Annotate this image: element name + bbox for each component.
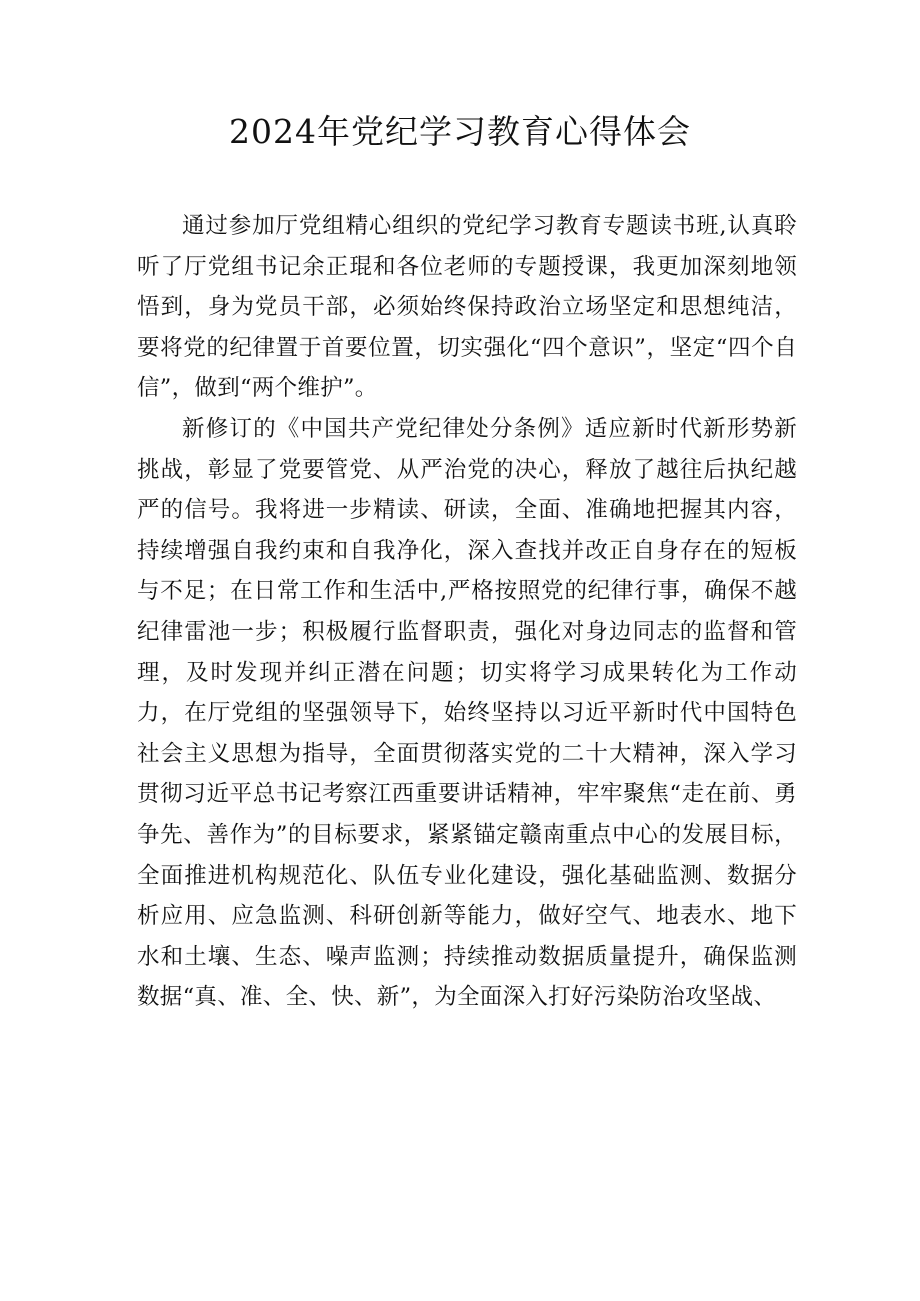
paragraph-2: 新修订的《中国共产党纪律处分条例》适应新时代新形势新挑战，彰显了党要管党、从严治党的决心，释放了越往后执纪越严的信号。我将进一步精读、研读，全面、准确地把握其内容，持续增强自我约束和自我净化，深入查找并改正自身存在的短板与不足；在日常工作和生活中,严格按照党的纪律行事，确保不越纪律雷池一步；积极履行监督职责，强化对身边同志的监督和管理，及时发现并纠正潜在问题；切实将学习成果转化为工作动力，在厅党组的坚强领导下，始终坚持以习近平新时代中国特色社会主义思想为指导，全面贯彻落实党的二十大精神，深入学习贯彻习近平总书记考察江西重要讲话精神，牢牢聚焦“走在前、勇争先、善作为”的目标要求，紧紧锚定赣南重点中心的发展目标，全面推进机构规范化、队伍专业化建设，强化基础监测、数据分析应用、应急监测、科研创新等能力，做好空气、地表水、地下水和土壤、生态、噪声监测；持续推动数据质量提升，确保监测数据“真、准、全、快、新”，为全面深入打好污染防治攻坚战、 bbox=[137, 415, 797, 1011]
document-body bbox=[137, 206, 797, 1018]
document-title: 2024年党纪学习教育心得体会 bbox=[229, 112, 691, 151]
paragraph-1: 通过参加厅党组精心组织的党纪学习教育专题读书班,认真聆听了厅党组书记余正琨和各位老师的专题授课，我更加深刻地领悟到，身为党员干部，必须始终保持政治立场坚定和思想纯洁，要将党的纪律置于首要位置，切实强化“四个意识”，坚定“四个自信”，做到“两个维护”。 bbox=[137, 213, 797, 402]
